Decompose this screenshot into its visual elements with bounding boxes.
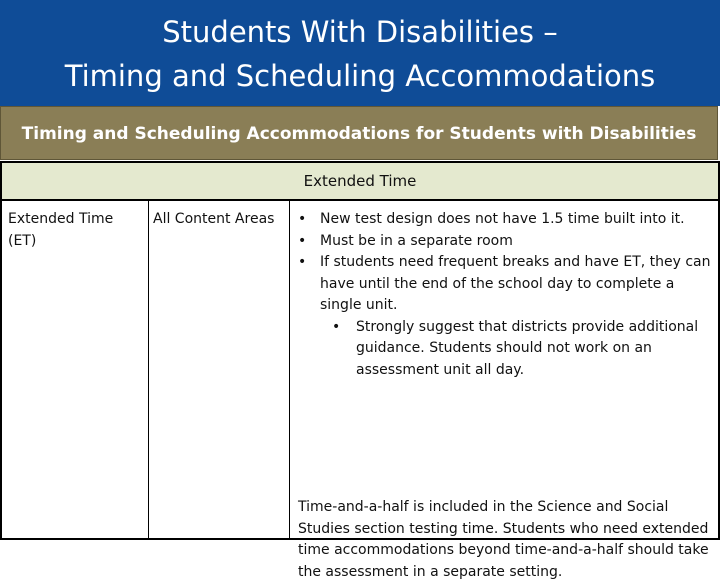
- details-bullet: • If students need frequent breaks and have ET, they can have until the end of the school day to complete a single unit.: [290, 252, 715, 317]
- table-subheader: Extended Time: [0, 161, 720, 201]
- accommodations-table: [0, 106, 720, 580]
- accommodation-cell: [8, 201, 138, 538]
- slide-title: [0, 0, 720, 106]
- slide-title-line-1: Students With Disabilities –: [162, 15, 558, 49]
- table-row: [0, 201, 720, 580]
- slide-title-line-2: Timing and Scheduling Accommodations: [64, 59, 656, 93]
- content-areas-cell: [148, 201, 288, 538]
- details-cell: [289, 201, 715, 580]
- details-note: Time-and-a-half is included in the Science and Social Studies section testing time. Students who need extended time accommodations beyond time-and-a-half should take the assessment in a separate setting.: [298, 499, 709, 580]
- details-bullet: • New test design does not have 1.5 time built into it.: [290, 209, 715, 231]
- details-bullet-list: [290, 201, 715, 381]
- content-areas-text: All Content Areas: [153, 211, 275, 227]
- details-sub-bullet: • Strongly suggest that districts provide additional guidance. Students should not work on an assessment unit all day.: [290, 317, 715, 382]
- details-bullet: • Must be in a separate room: [290, 231, 715, 253]
- accommodation-name: Extended Time (ET): [8, 211, 114, 249]
- table-header: Timing and Scheduling Accommodations for Students with Disabilities: [0, 106, 718, 160]
